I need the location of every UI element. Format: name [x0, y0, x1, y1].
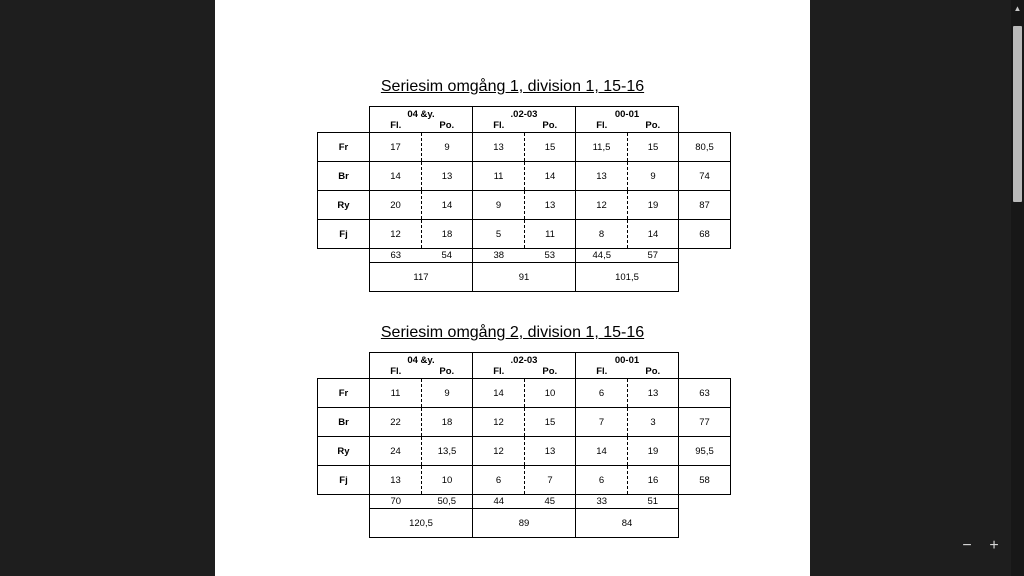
column-subheader: Fl.	[576, 366, 628, 379]
group-total: 91	[473, 263, 576, 292]
team-label: Fr	[318, 379, 370, 408]
group-header: .02-03	[473, 107, 576, 120]
table-row	[318, 191, 731, 220]
column-sum: 45	[525, 495, 576, 509]
score-cell: 14	[576, 437, 628, 466]
empty-cell	[318, 353, 370, 366]
group-header: 04 &y.	[370, 107, 473, 120]
empty-cell	[318, 107, 370, 120]
score-cell: 9	[422, 133, 473, 162]
score-cell: 20	[370, 191, 422, 220]
score-cell: 18	[422, 220, 473, 249]
empty-cell	[318, 509, 370, 538]
team-label: Br	[318, 162, 370, 191]
team-label: Br	[318, 408, 370, 437]
row-total: 80,5	[679, 133, 731, 162]
column-subheader: Po.	[422, 366, 473, 379]
empty-cell	[679, 353, 731, 366]
empty-cell	[679, 366, 731, 379]
table-row	[318, 220, 731, 249]
score-cell: 6	[576, 466, 628, 495]
zoom-in-button[interactable]: +	[989, 537, 999, 554]
column-subheader: Po.	[628, 120, 679, 133]
scroll-up-icon[interactable]: ▲	[1013, 4, 1022, 13]
row-total: 68	[679, 220, 731, 249]
empty-cell	[318, 120, 370, 133]
empty-cell	[318, 263, 370, 292]
column-subheader: Po.	[422, 120, 473, 133]
score-cell: 9	[422, 379, 473, 408]
table-title: Seriesim omgång 1, division 1, 15-16	[380, 78, 645, 95]
score-cell: 17	[370, 133, 422, 162]
column-sum: 44	[473, 495, 525, 509]
score-cell: 14	[525, 162, 576, 191]
score-cell: 6	[576, 379, 628, 408]
group-header: 04 &y.	[370, 353, 473, 366]
column-subheader: Po.	[525, 366, 576, 379]
score-cell: 16	[628, 466, 679, 495]
column-sum: 50,5	[422, 495, 473, 509]
empty-cell	[318, 495, 370, 509]
group-total: 120,5	[370, 509, 473, 538]
column-sum: 33	[576, 495, 628, 509]
document-page	[215, 0, 810, 576]
team-label: Ry	[318, 191, 370, 220]
table-row	[318, 133, 731, 162]
column-sum: 63	[370, 249, 422, 263]
score-cell: 13	[525, 191, 576, 220]
empty-cell	[679, 107, 731, 120]
group-header: 00-01	[576, 107, 679, 120]
group-total: 89	[473, 509, 576, 538]
table-row	[318, 379, 731, 408]
team-label: Fj	[318, 220, 370, 249]
empty-cell	[679, 249, 731, 263]
column-sum: 44,5	[576, 249, 628, 263]
column-subheader: Fl.	[370, 120, 422, 133]
score-cell: 6	[473, 466, 525, 495]
score-cell: 14	[473, 379, 525, 408]
score-cell: 22	[370, 408, 422, 437]
score-cell: 13,5	[422, 437, 473, 466]
table-title: Seriesim omgång 2, division 1, 15-16	[380, 324, 645, 341]
score-cell: 14	[628, 220, 679, 249]
score-cell: 11	[370, 379, 422, 408]
team-label: Fr	[318, 133, 370, 162]
team-label: Ry	[318, 437, 370, 466]
score-cell: 12	[473, 437, 525, 466]
score-cell: 12	[473, 408, 525, 437]
row-total: 95,5	[679, 437, 731, 466]
empty-cell	[679, 495, 731, 509]
column-subheader: Fl.	[370, 366, 422, 379]
score-cell: 7	[576, 408, 628, 437]
empty-cell	[318, 249, 370, 263]
score-cell: 15	[525, 408, 576, 437]
score-table	[317, 352, 731, 538]
score-cell: 7	[525, 466, 576, 495]
empty-cell	[679, 509, 731, 538]
column-subheader: Fl.	[473, 366, 525, 379]
score-cell: 9	[628, 162, 679, 191]
score-cell: 12	[576, 191, 628, 220]
column-sum: 51	[628, 495, 679, 509]
column-sum: 57	[628, 249, 679, 263]
group-total: 117	[370, 263, 473, 292]
table-row	[318, 162, 731, 191]
score-cell: 11,5	[576, 133, 628, 162]
score-cell: 13	[422, 162, 473, 191]
score-cell: 13	[473, 133, 525, 162]
table-row	[318, 408, 731, 437]
score-cell: 9	[473, 191, 525, 220]
row-total: 63	[679, 379, 731, 408]
score-cell: 3	[628, 408, 679, 437]
column-subheader: Po.	[525, 120, 576, 133]
score-cell: 11	[473, 162, 525, 191]
score-cell: 14	[422, 191, 473, 220]
score-cell: 14	[370, 162, 422, 191]
score-cell: 15	[525, 133, 576, 162]
empty-cell	[318, 366, 370, 379]
score-cell: 11	[525, 220, 576, 249]
column-sum: 38	[473, 249, 525, 263]
column-sum: 54	[422, 249, 473, 263]
score-cell: 13	[370, 466, 422, 495]
score-cell: 13	[628, 379, 679, 408]
zoom-out-button[interactable]: −	[962, 537, 972, 554]
score-cell: 19	[628, 191, 679, 220]
score-cell: 18	[422, 408, 473, 437]
score-table	[317, 106, 731, 292]
score-cell: 12	[370, 220, 422, 249]
team-label: Fj	[318, 466, 370, 495]
group-header: .02-03	[473, 353, 576, 366]
score-cell: 13	[525, 437, 576, 466]
group-header: 00-01	[576, 353, 679, 366]
table-row	[318, 466, 731, 495]
row-total: 87	[679, 191, 731, 220]
score-cell: 8	[576, 220, 628, 249]
table-row	[318, 437, 731, 466]
score-cell: 5	[473, 220, 525, 249]
group-total: 101,5	[576, 263, 679, 292]
row-total: 58	[679, 466, 731, 495]
score-cell: 24	[370, 437, 422, 466]
group-total: 84	[576, 509, 679, 538]
score-cell: 10	[525, 379, 576, 408]
score-cell: 15	[628, 133, 679, 162]
empty-cell	[679, 263, 731, 292]
score-cell: 19	[628, 437, 679, 466]
column-subheader: Fl.	[473, 120, 525, 133]
score-cell: 13	[576, 162, 628, 191]
row-total: 74	[679, 162, 731, 191]
row-total: 77	[679, 408, 731, 437]
score-cell: 10	[422, 466, 473, 495]
scroll-thumb[interactable]	[1013, 26, 1022, 202]
column-sum: 70	[370, 495, 422, 509]
vertical-scrollbar[interactable]	[1011, 0, 1024, 576]
column-subheader: Fl.	[576, 120, 628, 133]
empty-cell	[679, 120, 731, 133]
column-sum: 53	[525, 249, 576, 263]
column-subheader: Po.	[628, 366, 679, 379]
